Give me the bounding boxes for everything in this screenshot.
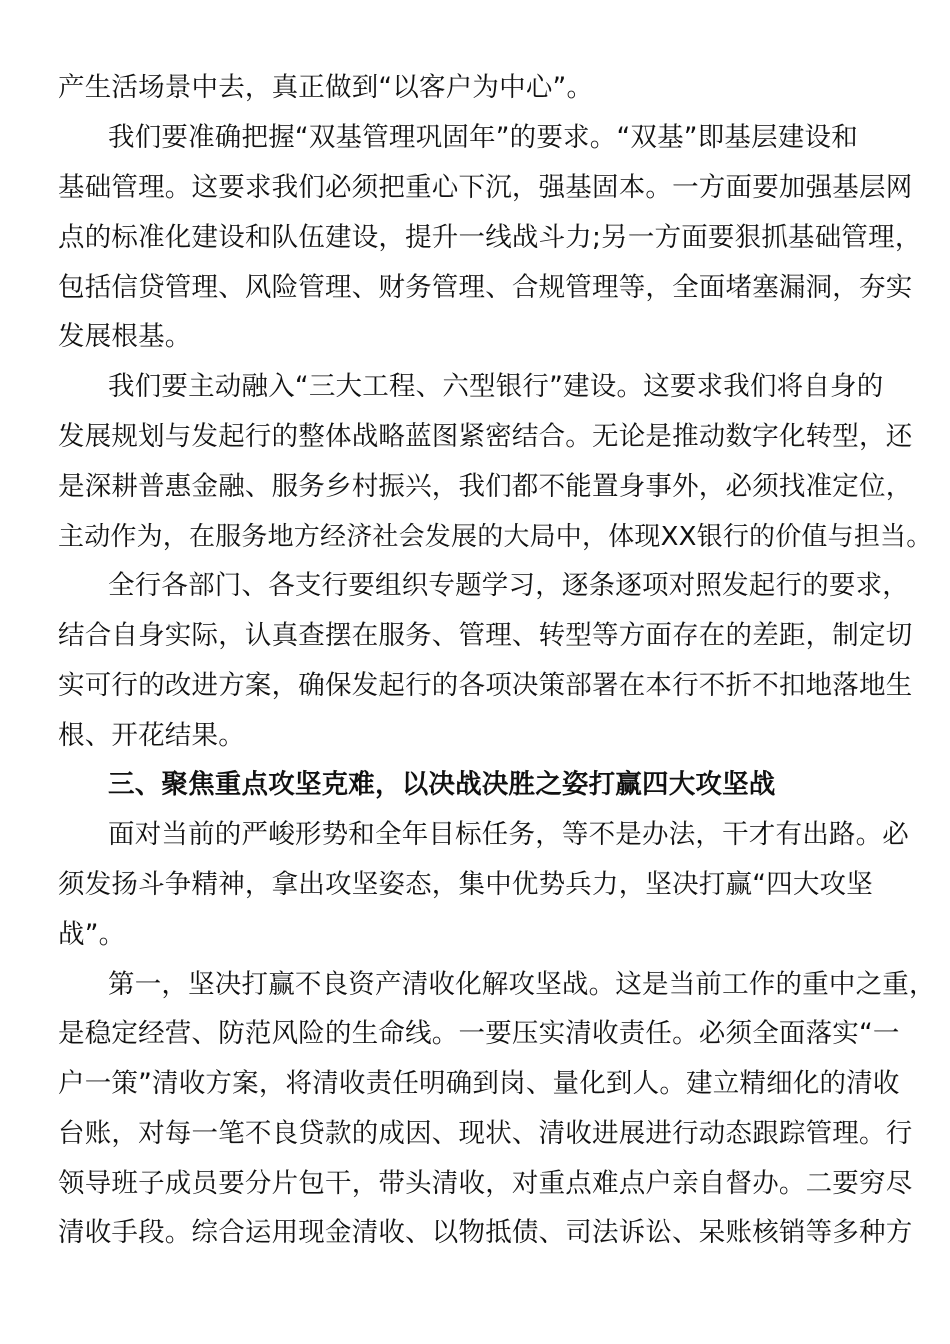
text-line: 领导班子成员要分片包干，带头清收，对重点难点户亲自督办。二要穷尽 xyxy=(58,1168,913,1199)
text-line: 基础管理。这要求我们必须把重心下沉，强基固本。一方面要加强基层网 xyxy=(58,172,913,203)
text-line: 面对当前的严峻形势和全年目标任务，等不是办法，干才有出路。必 xyxy=(108,819,909,850)
text-line: 包括信贷管理、风险管理、财务管理、合规管理等，全面堵塞漏洞，夯实 xyxy=(58,272,913,303)
text-line: 清收手段。综合运用现金清收、以物抵债、司法诉讼、呆账核销等多种方 xyxy=(58,1217,913,1248)
text-line: 是深耕普惠金融、服务乡村振兴，我们都不能置身事外，必须找准定位， xyxy=(58,471,913,502)
text-line: 产生活场景中去，真正做到“以客户为中心”。 xyxy=(58,72,594,103)
text-line: 主动作为，在服务地方经济社会发展的大局中，体现XX银行的价值与担当。 xyxy=(58,522,933,552)
text-line: 结合自身实际，认真查摆在服务、管理、转型等方面存在的差距，制定切 xyxy=(58,620,913,651)
text-line: 战”。 xyxy=(58,919,126,950)
text-line: 我们要准确把握“双基管理巩固年”的要求。“双基”即基层建设和 xyxy=(108,122,858,153)
text-line: 我们要主动融入“三大工程、六型银行”建设。这要求我们将自身的 xyxy=(108,371,884,402)
text-line: 户一策”清收方案，将清收责任明确到岗、量化到人。建立精细化的清收 xyxy=(58,1068,900,1099)
text-line: 须发扬斗争精神，拿出攻坚姿态，集中优势兵力，坚决打赢“四大攻坚 xyxy=(58,869,873,900)
text-line: 是稳定经营、防范风险的生命线。一要压实清收责任。必须全面落实“一 xyxy=(58,1018,900,1049)
text-line: 实可行的改进方案，确保发起行的各项决策部署在本行不折不扣地落地生 xyxy=(58,670,913,701)
text-line: 发展根基。 xyxy=(58,321,192,352)
text-line: 根、开花结果。 xyxy=(58,720,245,751)
text-line: 发展规划与发起行的整体战略蓝图紧密结合。无论是推动数字化转型，还 xyxy=(58,421,913,452)
text-line: 第一，坚决打赢不良资产清收化解攻坚战。这是当前工作的重中之重， xyxy=(108,969,936,1000)
section-heading: 三、聚焦重点攻坚克难，以决战决胜之姿打赢四大攻坚战 xyxy=(108,769,776,800)
text-line: 台账，对每一笔不良贷款的成因、现状、清收进展进行动态跟踪管理。行 xyxy=(58,1118,913,1149)
text-line: 全行各部门、各支行要组织专题学习，逐条逐项对照发起行的要求， xyxy=(108,570,909,601)
text-line: 点的标准化建设和队伍建设，提升一线战斗力;另一方面要狠抓基础管理， xyxy=(58,222,922,253)
